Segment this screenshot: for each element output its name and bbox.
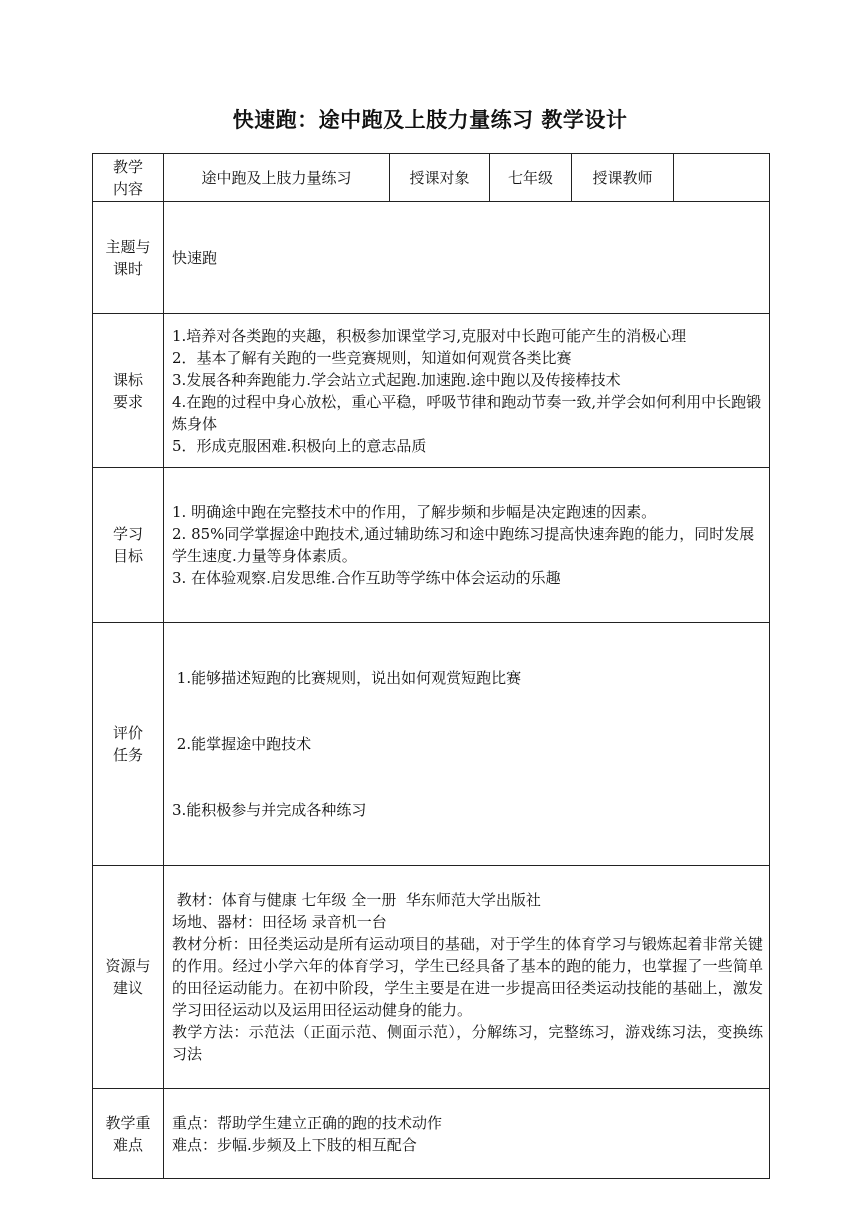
evaluation-line: 3.能积极参与并完成各种练习 [172,801,367,819]
curriculum-label-line2: 要求 [112,392,143,411]
evaluation-label-line2: 任务 [112,746,143,764]
topic-label-line2: 课时 [112,259,143,278]
objectives-content [164,468,770,623]
resources-label-line2: 建议 [112,979,143,997]
resources-line: 场地、器材：田径场 录音机一台 [172,913,387,931]
objectives-label-line2: 目标 [112,547,143,565]
objective-line: 2. 85%同学掌握途中跑技术,通过辅助练习和途中跑练习提高快速奔跑的能力，同时发展学生速度.力量等身体素质。 [172,525,755,565]
evaluation-label [93,623,164,866]
key-points-content [164,1089,770,1179]
evaluation-line: 1.能够描述短跑的比赛规则，说出如何观赏短跑比赛 [172,669,522,687]
topic-label-line1: 主题与 [105,237,151,256]
lesson-plan-table [92,153,770,1179]
key-points-label-line2: 难点 [112,1135,143,1154]
curriculum-line: 1.培养对各类跑的夹趣，积极参加课堂学习,克服对中长跑可能产生的消极心理 [172,326,687,345]
document-title: 快速跑：途中跑及上肢力量练习 教学设计 [232,108,628,132]
difficulty-line: 难点：步幅.步频及上下肢的相互配合 [172,1135,417,1154]
teacher-label: 授课教师 [572,154,674,202]
resources-line: 教材分析：田径类运动是所有运动项目的基础，对于学生的体育学习与锻炼起着非常关键的作用。经过小学六年的体育学习，学生已经具备了基本的跑的能力，也掌握了一些简单的田径运动能力。在初中阶段，学生主要是在进一步提高田径类运动技能的基础上，激发学习田径运动以及运用田径运动健身的能力。 [172,935,763,1019]
key-point-line: 重点：帮助学生建立正确的跑的技术动作 [172,1113,443,1132]
content-value: 途中跑及上肢力量练习 [164,154,390,202]
curriculum-content [164,314,770,468]
resources-label [93,866,164,1089]
content-label-line1: 教学 [112,157,143,176]
objective-line: 3. 在体验观察.启发思维.合作互助等学练中体会运动的乐趣 [172,569,561,587]
resources-line: 教学方法：示范法（正面示范、侧面示范），分解练习，完整练习，游戏练习法，变换练习法 [172,1023,763,1063]
key-points-label [93,1089,164,1179]
target-label: 授课对象 [390,154,490,202]
evaluation-content [164,623,770,866]
curriculum-line: 2．基本了解有关跑的一些竞赛规则，知道如何观赏各类比赛 [172,348,572,367]
objective-line: 1. 明确途中跑在完整技术中的作用，了解步频和步幅是决定跑速的因素。 [172,503,657,521]
objectives-label-line1: 学习 [112,525,143,543]
evaluation-row [93,623,770,866]
resources-content [164,866,770,1089]
curriculum-label-line1: 课标 [112,370,143,389]
evaluation-line: 2.能掌握途中跑技术 [172,735,312,753]
content-label [93,154,164,202]
topic-line: 快速跑 [172,248,218,267]
key-points-label-line1: 教学重 [105,1113,151,1132]
evaluation-label-line1: 评价 [112,724,143,742]
teacher-value [674,154,770,202]
curriculum-row [93,314,770,468]
curriculum-line: 4.在跑的过程中身心放松，重心平稳，呼吸节律和跑动节奏一致,并学会如何利用中长跑锻炼身体 [172,392,762,433]
resources-label-line1: 资源与 [105,957,151,975]
resources-row [93,866,770,1089]
target-value: 七年级 [490,154,572,202]
objectives-row [93,468,770,623]
topic-content [164,202,770,314]
curriculum-line: 3.发展各种奔跑能力.学会站立式起跑.加速跑.途中跑以及传接棒技术 [172,370,621,389]
resources-line: 教材：体育与健康 七年级 全一册 华东师范大学出版社 [172,891,541,909]
content-label-line2: 内容 [112,179,143,198]
topic-row [93,202,770,314]
key-points-row [93,1089,770,1179]
topic-label [93,202,164,314]
curriculum-label [93,314,164,468]
curriculum-line: 5．形成克服困难.积极向上的意志品质 [172,436,427,455]
header-row [93,154,770,202]
objectives-label [93,468,164,623]
